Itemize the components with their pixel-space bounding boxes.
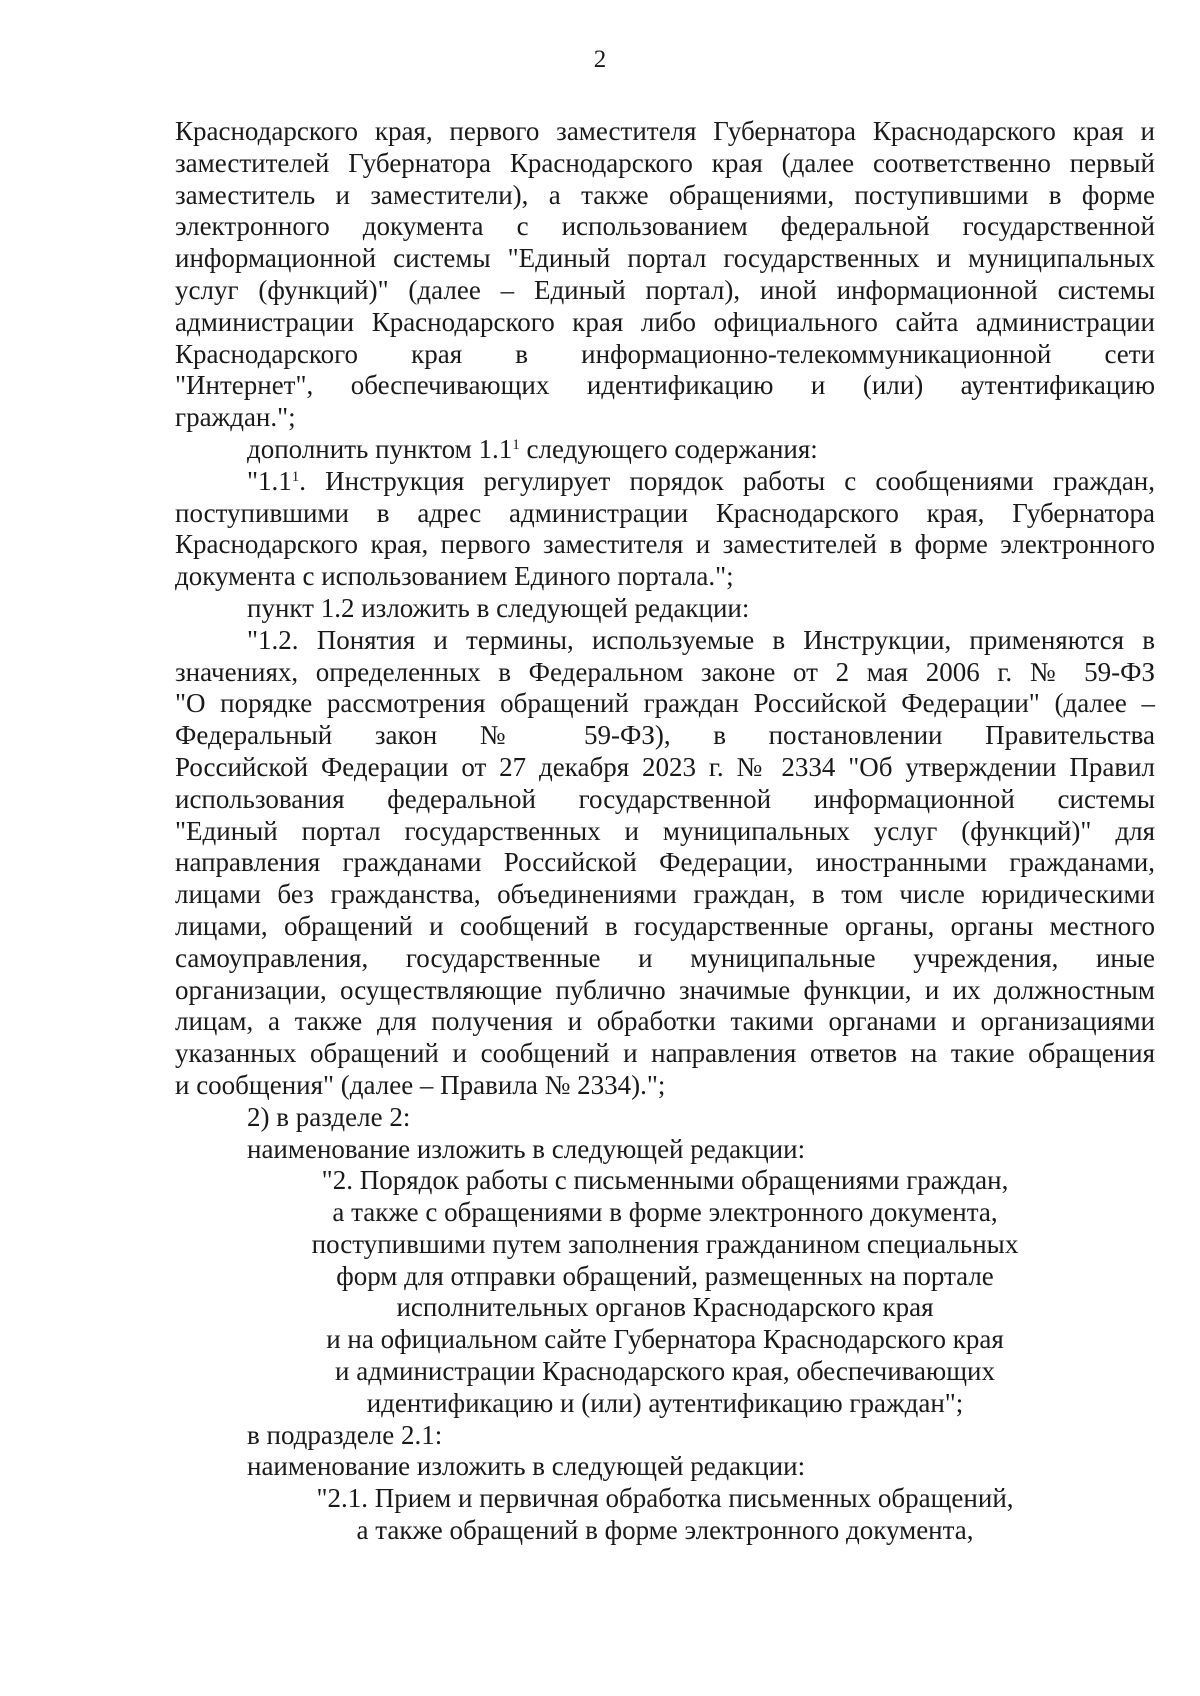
text-line-content: документа с использованием Единого портала."; bbox=[175, 561, 734, 592]
text-line bbox=[175, 211, 1155, 243]
text-line bbox=[175, 625, 1155, 657]
text-line bbox=[175, 1483, 1155, 1515]
text-line bbox=[175, 561, 1155, 593]
text-line bbox=[175, 370, 1155, 402]
text-line-content: "Интернет", обеспечивающих идентификацию и (или) аутентификацию bbox=[175, 370, 1155, 401]
text-line-content: Краснодарского края в информационно-телекоммуникационной сети bbox=[175, 338, 1155, 369]
text-line bbox=[175, 752, 1155, 784]
text-line-content: и администрации Краснодарского края, обеспечивающих bbox=[335, 1356, 995, 1387]
text-line bbox=[175, 1324, 1155, 1356]
text-line bbox=[175, 784, 1155, 816]
text-line bbox=[175, 1356, 1155, 1388]
text-line bbox=[175, 466, 1155, 498]
text-line bbox=[175, 720, 1155, 752]
text-line-content: Федеральный закон № 59-ФЗ), в постановлении Правительства bbox=[175, 720, 1155, 751]
text-line-content: "О порядке рассмотрения обращений граждан Российской Федерации" (далее – bbox=[175, 688, 1155, 719]
text-line-content: информационной системы "Единый портал государственных и муниципальных bbox=[175, 243, 1155, 274]
text-line bbox=[175, 307, 1155, 339]
text-line bbox=[175, 339, 1155, 371]
text-line-content: Краснодарского края, первого заместителя Губернатора Краснодарского края и bbox=[175, 116, 1155, 146]
text-line-content: форм для отправки обращений, размещенных на портале bbox=[336, 1260, 994, 1291]
text-line bbox=[175, 1451, 1155, 1483]
text-line-content: поступившими в адрес администрации Краснодарского края, Губернатора bbox=[175, 497, 1155, 528]
text-line bbox=[175, 1102, 1155, 1134]
text-line-content: идентификацию и (или) аутентификацию граждан"; bbox=[366, 1387, 964, 1418]
text-line bbox=[175, 1261, 1155, 1293]
text-line bbox=[175, 243, 1155, 275]
text-line-content: граждан."; bbox=[175, 402, 296, 433]
text-line-content: поступившими путем заполнения гражданином специальных bbox=[311, 1228, 1019, 1259]
text-line bbox=[175, 1070, 1155, 1102]
text-line-content: указанных обращений и сообщений и направления ответов на такие обращения bbox=[175, 1038, 1155, 1069]
text-line bbox=[175, 1229, 1155, 1261]
text-line bbox=[175, 1292, 1155, 1324]
text-line-content: самоуправления, государственные и муниципальные учреждения, иные bbox=[175, 942, 1155, 973]
text-line bbox=[175, 688, 1155, 720]
text-line-content: "1.2. Понятия и термины, используемые в Инструкции, применяются в bbox=[247, 624, 1155, 655]
document-body bbox=[175, 116, 1155, 1547]
text-line-content: "2. Порядок работы с письменными обращениями граждан, bbox=[321, 1165, 1009, 1196]
text-line bbox=[175, 1515, 1155, 1547]
text-line bbox=[175, 1197, 1155, 1229]
text-line-content: направления гражданами Российской Федерации, иностранными гражданами, bbox=[175, 847, 1155, 878]
text-line-content: Российской Федерации от 27 декабря 2023 г. № 2334 "Об утверждении Правил bbox=[175, 751, 1155, 782]
text-line bbox=[175, 275, 1155, 307]
text-line-content: значениях, определенных в Федеральном законе от 2 мая 2006 г. № 59-ФЗ bbox=[175, 656, 1155, 687]
text-line bbox=[175, 1006, 1155, 1038]
text-line-content: пункт 1.2 изложить в следующей редакции: bbox=[247, 592, 750, 623]
text-line bbox=[175, 943, 1155, 975]
text-line-content: а также с обращениями в форме электронного документа, bbox=[332, 1197, 998, 1228]
text-line-content: "Единый портал государственных и муниципальных услуг (функций)" для bbox=[175, 815, 1155, 846]
text-line-content: заместителей Губернатора Краснодарского края (далее соответственно первый bbox=[175, 147, 1155, 178]
superscript: 1 bbox=[291, 468, 300, 485]
text-line bbox=[175, 1420, 1155, 1452]
text-line bbox=[175, 847, 1155, 879]
text-line bbox=[175, 402, 1155, 434]
text-line bbox=[175, 593, 1155, 625]
text-line-continuation: . Инструкция регулирует порядок работы с сообщениями граждан, bbox=[299, 465, 1155, 496]
text-line bbox=[175, 434, 1155, 466]
text-line bbox=[175, 879, 1155, 911]
text-line bbox=[175, 1165, 1155, 1197]
text-line-content: "1.1 bbox=[247, 465, 292, 496]
text-line bbox=[175, 1388, 1155, 1420]
text-line-content: "2.1. Прием и первичная обработка письменных обращений, bbox=[316, 1483, 1014, 1514]
text-line bbox=[175, 529, 1155, 561]
text-line bbox=[175, 975, 1155, 1007]
text-line bbox=[175, 498, 1155, 530]
text-line-content: а также обращений в форме электронного документа, bbox=[356, 1515, 974, 1546]
text-line-continuation: следующего содержания: bbox=[519, 433, 818, 464]
text-line-content: наименование изложить в следующей редакции: bbox=[247, 1133, 806, 1164]
text-line bbox=[175, 657, 1155, 689]
text-line-content: 2) в разделе 2: bbox=[247, 1101, 411, 1132]
text-line bbox=[175, 816, 1155, 848]
text-line bbox=[175, 1038, 1155, 1070]
text-line-content: администрации Краснодарского края либо официального сайта администрации bbox=[175, 306, 1155, 337]
text-line bbox=[175, 1134, 1155, 1166]
text-line-content: дополнить пунктом 1.1 bbox=[247, 433, 513, 464]
text-line bbox=[175, 148, 1155, 180]
text-line-content: исполнительных органов Краснодарского края bbox=[396, 1292, 934, 1323]
text-line-content: заместитель и заместители), а также обращениями, поступившими в форме bbox=[175, 179, 1155, 210]
text-line-content: и сообщения" (далее – Правила № 2334)."; bbox=[175, 1069, 666, 1100]
text-line-content: организации, осуществляющие публично значимые функции, и их должностным bbox=[175, 974, 1155, 1005]
text-line-content: электронного документа с использованием федеральной государственной bbox=[175, 211, 1155, 242]
text-line-content: использования федеральной государственной информационной системы bbox=[175, 783, 1155, 814]
text-line-content: Краснодарского края, первого заместителя и заместителей в форме электронного bbox=[175, 529, 1155, 560]
text-line bbox=[175, 911, 1155, 943]
page-number: 2 bbox=[593, 46, 607, 73]
text-line-content: в подразделе 2.1: bbox=[247, 1419, 443, 1450]
text-line-content: наименование изложить в следующей редакции: bbox=[247, 1451, 806, 1482]
superscript: 1 bbox=[512, 436, 520, 453]
text-line-content: лицам, а также для получения и обработки такими органами и организациями bbox=[175, 1006, 1155, 1037]
text-line-content: лицами, обращений и сообщений в государственные органы, органы местного bbox=[175, 910, 1155, 941]
text-line-content: и на официальном сайте Губернатора Краснодарского края bbox=[326, 1324, 1004, 1355]
text-line bbox=[175, 180, 1155, 212]
text-line-content: услуг (функций)" (далее – Единый портал), иной информационной системы bbox=[175, 274, 1155, 305]
text-line-content: лицами без гражданства, объединениями граждан, в том числе юридическими bbox=[175, 879, 1155, 910]
text-line bbox=[175, 116, 1155, 148]
